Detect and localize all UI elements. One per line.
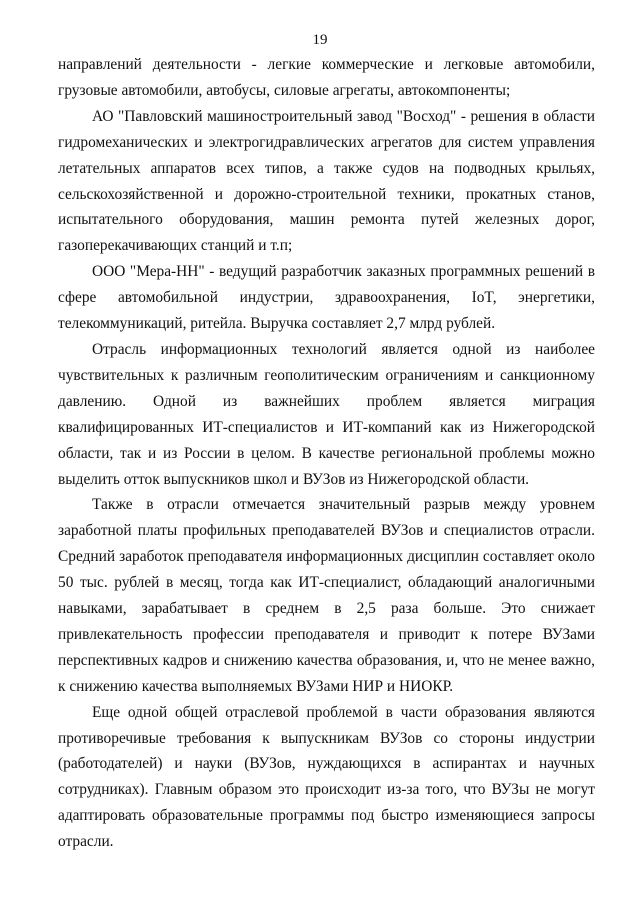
paragraph-mera-nn: ООО "Мера-НН" - ведущий разработчик заказных программных решений в сфере автомобильной индустрии, здравоохранения, IoT, энергетики, телекоммуникаций, ритейла. Выручка составляет 2,7 млрд рублей.	[58, 263, 595, 333]
paragraph-continuation: направлений деятельности - легкие коммерческие и легковые автомобили, грузовые автомобили, автобусы, силовые агрегаты, автокомпоненты;	[58, 56, 595, 99]
paragraph-salary-gap: Также в отрасли отмечается значительный разрыв между уровнем заработной платы профильных преподавателей ВУЗов и специалистов отрасли. Средний заработок преподавателя информационных дисциплин составляет около 50 тыс. рублей в месяц, тогда как ИТ-специалист, обладающий аналогичными навыками, зарабатывает в среднем в 2,5 раза больше. Это снижает привлекательность профессии преподавателя и приводит к потере ВУЗами перспективных кадров и снижению качества образования, и, что не менее важно, к снижению качества выполняемых ВУЗами НИР и НИОКР.	[58, 496, 595, 695]
paragraph-it-industry-migration: Отрасль информационных технологий является одной из наиболее чувствительных к различным геополитическим ограничениям и санкционному давлению. Одной из важнейших проблем является миграция квалифицированных ИТ-специалистов и ИТ-компаний как из Нижегородской области, так и из России в целом. В качестве региональной проблемы можно выделить отток выпускников школ и ВУЗов из Нижегородской области.	[58, 340, 595, 488]
page-number: 19	[312, 32, 328, 48]
paragraph-voskhod-plant: АО "Павловский машиностроительный завод "Восход" - решения в области гидромеханических и электрогидравлических агрегатов для систем управления летательных аппаратов всех типов, а также судов на подводных крыльях, сельскохозяйственной и дорожно-строительной техники, прокатных станов, испытательного оборудования, машин ремонта путей железных дорог, газоперекачивающих станций и т.п;	[58, 107, 595, 255]
document-body	[58, 52, 595, 855]
paragraph-education-requirements: Еще одной общей отраслевой проблемой в части образования являются противоречивые требования к выпускникам ВУЗов со стороны индустрии (работодателей) и науки (ВУЗов, нуждающихся в аспирантах и научных сотрудниках). Главным образом это происходит из-за того, что ВУЗы не могут адаптировать образовательные программы под быстро изменяющиеся запросы отрасли.	[58, 703, 595, 851]
